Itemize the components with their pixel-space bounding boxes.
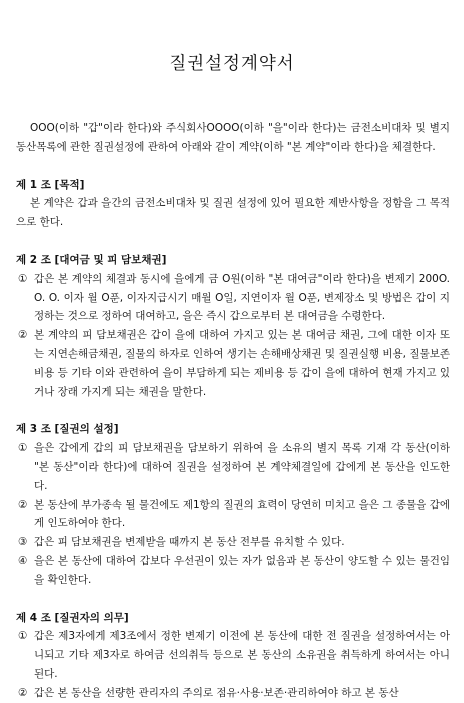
item-number: ② [18, 498, 28, 511]
article-1-text: 본 계약은 갑과 을간의 금전소비대차 및 질권 설정에 있어 필요한 제반사항을 정함을 그 목적으로 한다. [16, 197, 450, 229]
preamble-text: OOO(이하 "갑"이라 한다)와 주식회사OOOO(이하 "을"이라 한다)는 금전소비대차 및 별지 동산목록에 관한 질권설정에 관하여 아래와 같이 계약(이하 "본 계약"이라 한다)을 체결한다. [16, 122, 450, 153]
article-1-heading: 제 1 조 [목적] [16, 178, 85, 191]
article-3-item-4 [16, 552, 450, 590]
item-text: 본 계약의 피 담보채권은 갑이 을에 대하여 가지고 있는 본 대여금 채권, 그에 대한 이자 또는 지연손해금채권, 질물의 하자로 인하여 생기는 손해배상채권 및 질권실행 비용, 질물보존 비용 등 기타 이와 관련하여 을이 부담하게 되는 제비용 등 갑이 을에 대하여 현재 가지고 있거나 장래 가지게 되는 채권을 말한다. [34, 329, 450, 398]
item-number: ② [18, 686, 28, 699]
article-2-item-1 [16, 270, 450, 326]
item-text: 을은 본 동산에 대하여 갑보다 우선권이 있는 자가 없음과 본 동산이 양도할 수 있는 물건임을 확인한다. [34, 554, 450, 586]
article-1 [16, 176, 450, 232]
article-2-heading: 제 2 조 [대여금 및 피 담보채권] [16, 253, 167, 266]
item-number: ① [18, 272, 28, 285]
article-4-item-2 [16, 684, 450, 703]
item-text: 갑은 본 동산을 선량한 관리자의 주의로 점유·사용·보존·관리하여야 하고 본 동산 [34, 686, 399, 699]
item-number: ② [18, 329, 28, 342]
document-body [16, 119, 450, 703]
item-number: ④ [18, 554, 28, 567]
document-title: 질권설정계약서 [169, 54, 295, 74]
item-text: 갑은 제3자에게 제3조에서 정한 변제기 이전에 본 동산에 대한 전 질권을 설정하여서는 아니되고 기타 제3자로 하여금 선의취득 등으로 본 동산의 소유권을 취득하게 하여서는 아니된다. [34, 630, 450, 680]
article-4-item-1 [16, 627, 450, 683]
article-2 [16, 251, 450, 401]
item-text: 갑은 본 계약의 체결과 동시에 을에게 금 O원(이하 "본 대여금"이라 한다)을 변제기 200O. O. O. 이자 월 O푼, 이자지급시기 매월 O일, 지연이자 월 O푼, 변제장소 및 방법은 갑이 지정하는 것으로 정하여 대여하고, 을은 즉시 갑으로부터 본 대여금을 수령한다. [34, 272, 450, 323]
article-3 [16, 420, 450, 589]
item-text: 갑은 피 담보채권을 변제받을 때까지 본 동산 전부를 유치할 수 있다. [34, 536, 345, 549]
article-3-heading: 제 3 조 [질권의 설정] [16, 423, 119, 436]
item-number: ① [18, 442, 28, 455]
article-3-item-1 [16, 439, 450, 495]
item-text: 을은 갑에게 갑의 피 담보채권을 담보하기 위하여 을 소유의 별지 목록 기재 각 동산(이하 "본 동산"이라 한다)에 대하여 질권을 설정하여 본 계약체결일에 갑에게 본 동산을 인도한다. [34, 442, 450, 492]
item-number: ③ [18, 536, 28, 549]
item-text: 본 동산에 부가종속 될 물건에도 제1항의 질권의 효력이 당연히 미치고 을은 그 종물을 갑에게 인도하여야 한다. [34, 498, 450, 530]
item-number: ① [18, 630, 28, 643]
article-4 [16, 609, 450, 703]
article-3-item-3 [16, 533, 450, 552]
article-3-item-2 [16, 496, 450, 534]
article-2-item-2 [16, 326, 450, 401]
article-4-heading: 제 4 조 [질권자의 의무] [16, 611, 129, 624]
